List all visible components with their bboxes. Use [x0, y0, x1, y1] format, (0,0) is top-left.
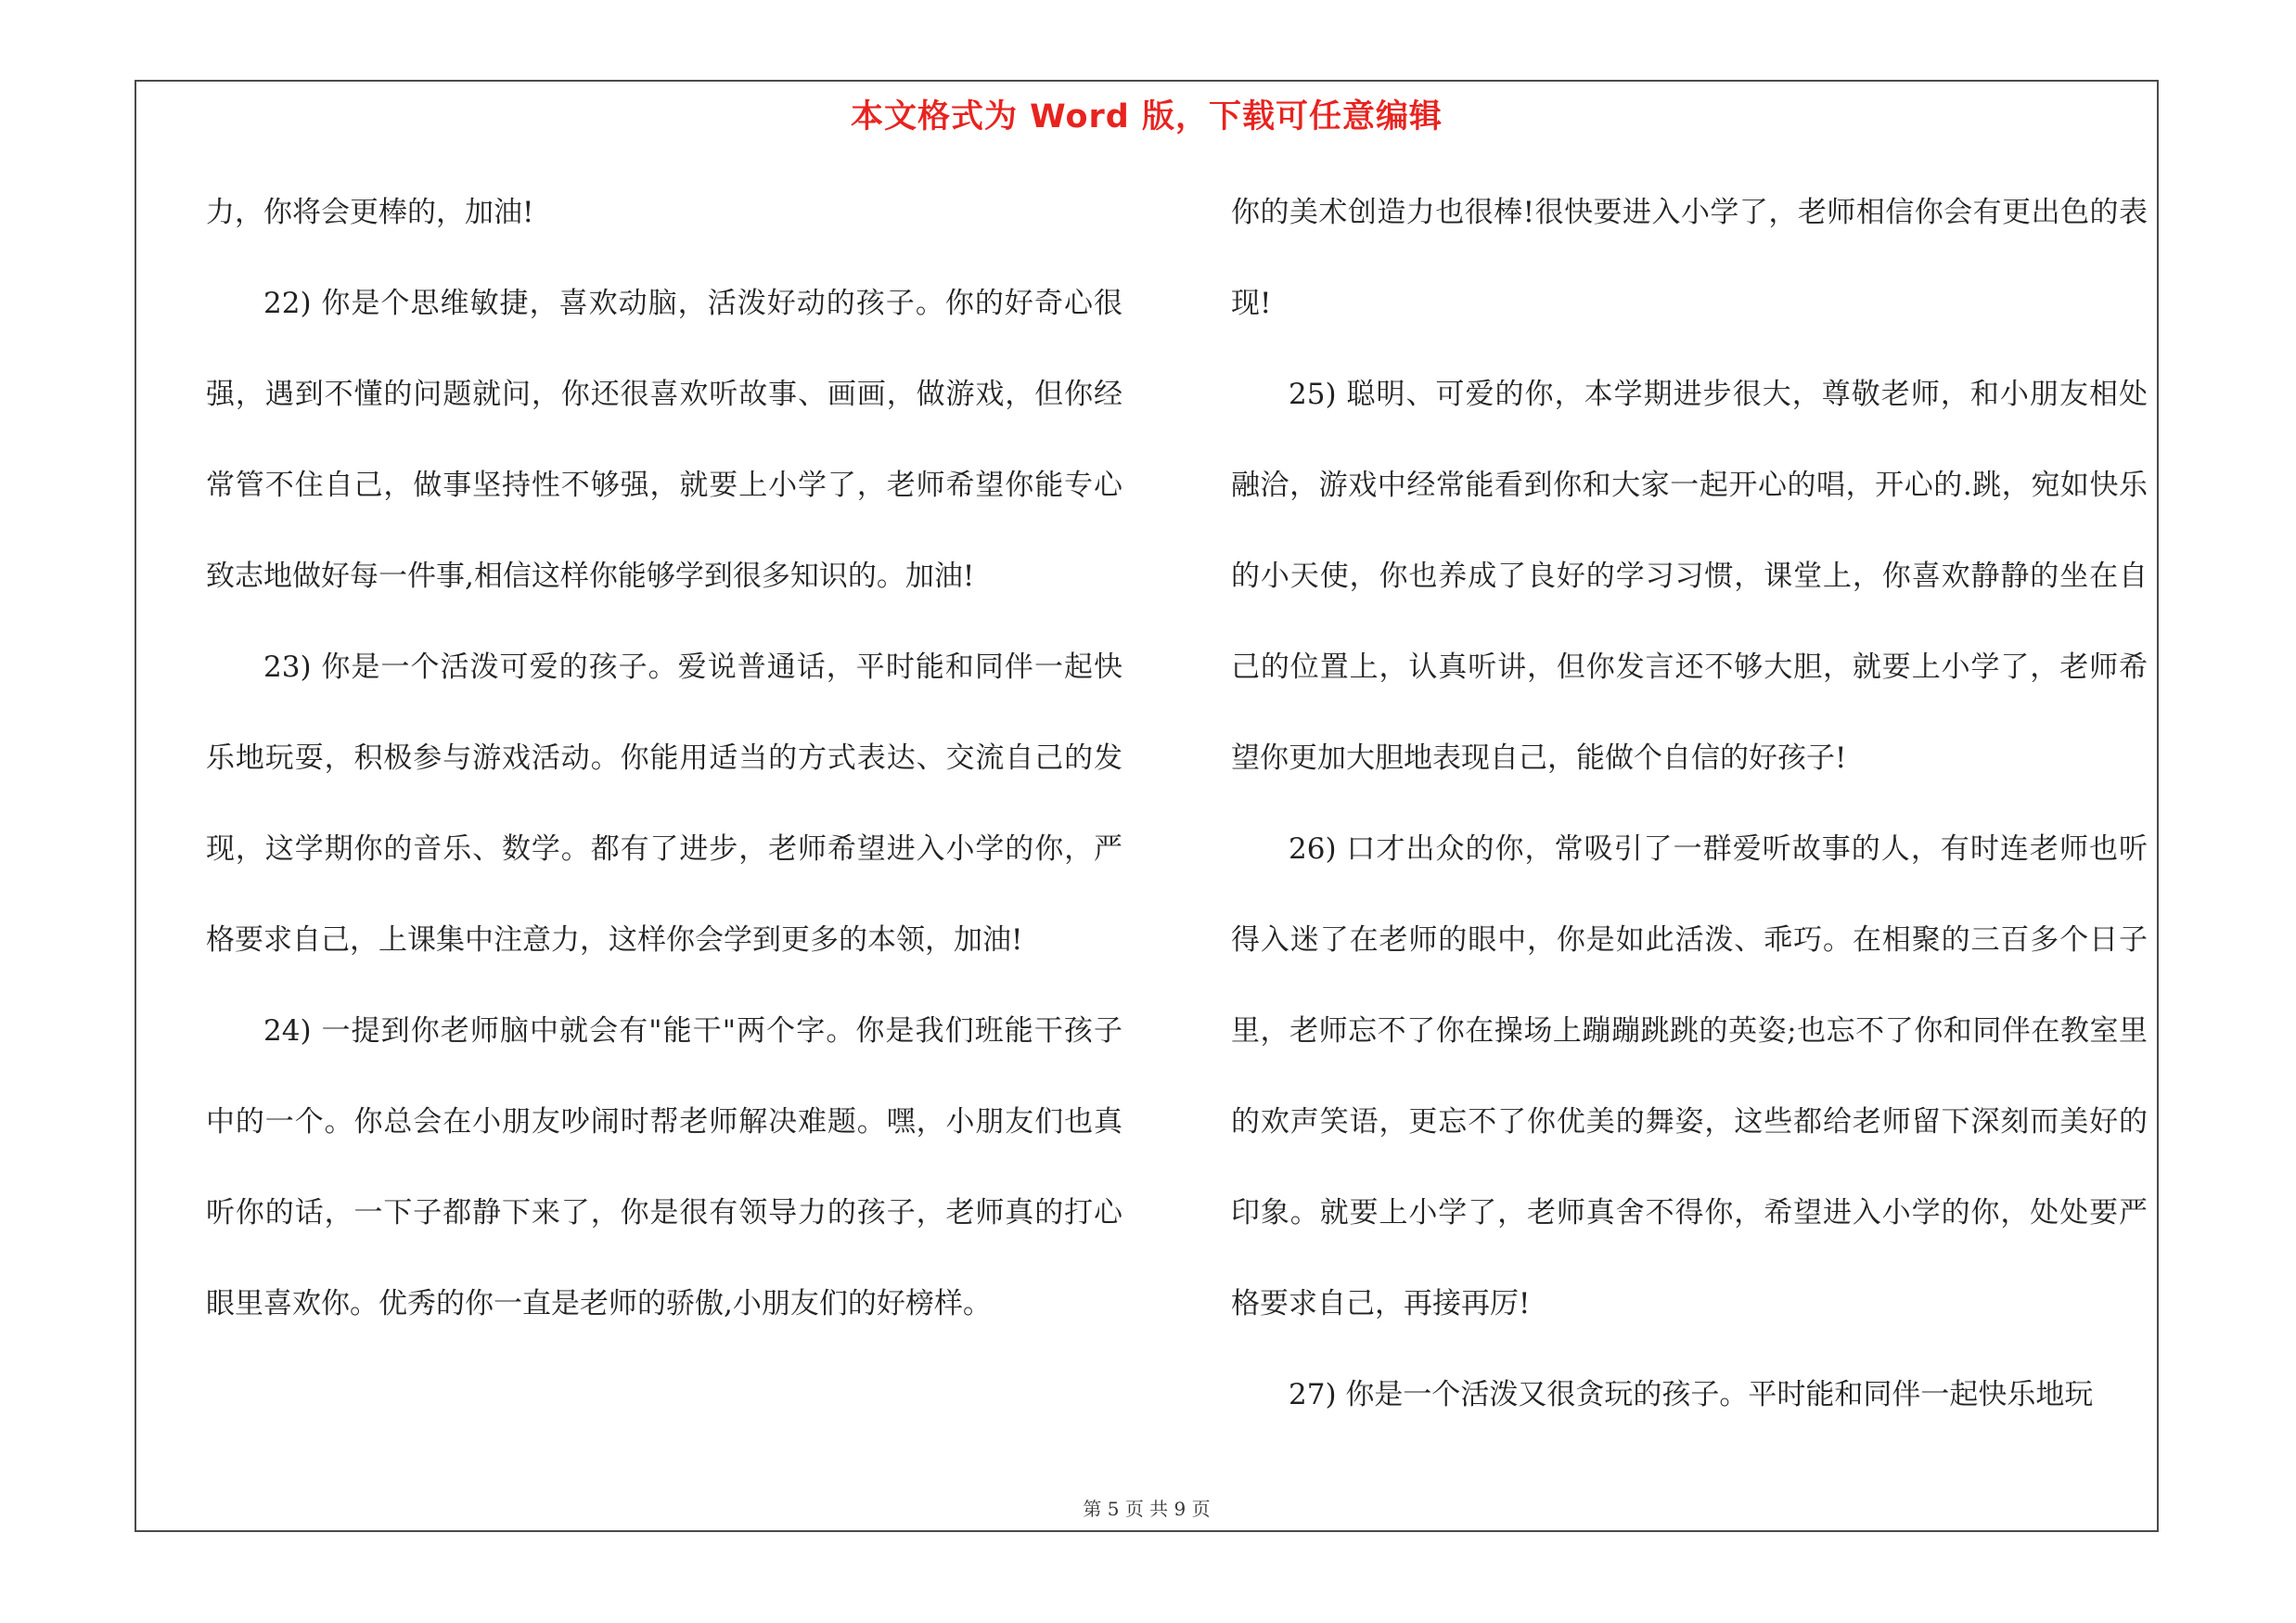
- paragraph: 你的美术创造力也很棒!很快要进入小学了，老师相信你会有更出色的表现!: [1231, 196, 2148, 320]
- right-column: [1231, 167, 2148, 1440]
- paragraph: 27) 你是一个活泼又很贪玩的孩子。平时能和同伴一起快乐地玩: [1289, 1378, 2094, 1411]
- paragraph: 力，你将会更棒的，加油!: [206, 196, 534, 229]
- paragraph: 22) 你是个思维敏捷，喜欢动脑，活泼好动的孩子。你的好奇心很强，遇到不懂的问题就问，你还很喜欢听故事、画画，做游戏，但你经常管不住自己，做事坚持性不够强，就要上小学了，老师希望你能专心致志地做好每一件事,相信这样你能够学到很多知识的。加油!: [206, 287, 1122, 593]
- paragraph: 25) 聪明、可爱的你，本学期进步很大，尊敬老师，和小朋友相处融洽，游戏中经常能看到你和大家一起开心的唱，开心的.跳，宛如快乐的小天使，你也养成了良好的学习习惯，课堂上，你喜欢静静的坐在自己的位置上，认真听讲，但你发言还不够大胆，就要上小学了，老师希望你更加大胆地表现自己，能做个自信的好孩子!: [1231, 378, 2148, 775]
- left-column: [206, 167, 1122, 1349]
- paragraph: 23) 你是一个活泼可爱的孩子。爱说普通话，平时能和同伴一起快乐地玩耍，积极参与游戏活动。你能用适当的方式表达、交流自己的发现，这学期你的音乐、数学。都有了进步，老师希望进入小学的你，严格要求自己，上课集中注意力，这样你会学到更多的本领，加油!: [206, 650, 1122, 957]
- paragraph: 26) 口才出众的你，常吸引了一群爱听故事的人，有时连老师也听得入迷了在老师的眼中，你是如此活泼、乖巧。在相聚的三百多个日子里，老师忘不了你在操场上蹦蹦跳跳的英姿;也忘不了你和同伴在教室里的欢声笑语，更忘不了你优美的舞姿，这些都给老师留下深刻而美好的印象。就要上小学了，老师真舍不得你，希望进入小学的你，处处要严格要求自己，再接再厉!: [1231, 832, 2148, 1320]
- page-number: 第 5 页 共 9 页: [1083, 1498, 1211, 1520]
- paragraph: 24) 一提到你老师脑中就会有"能干"两个字。你是我们班能干孩子中的一个。你总会在小朋友吵闹时帮老师解决难题。嘿，小朋友们也真听你的话，一下子都静下来了，你是很有领导力的孩子，老师真的打心眼里喜欢你。优秀的你一直是老师的骄傲,小朋友们的好榜样。: [206, 1014, 1122, 1320]
- page-header-title: 本文格式为 Word 版，下载可任意编辑: [850, 98, 1443, 135]
